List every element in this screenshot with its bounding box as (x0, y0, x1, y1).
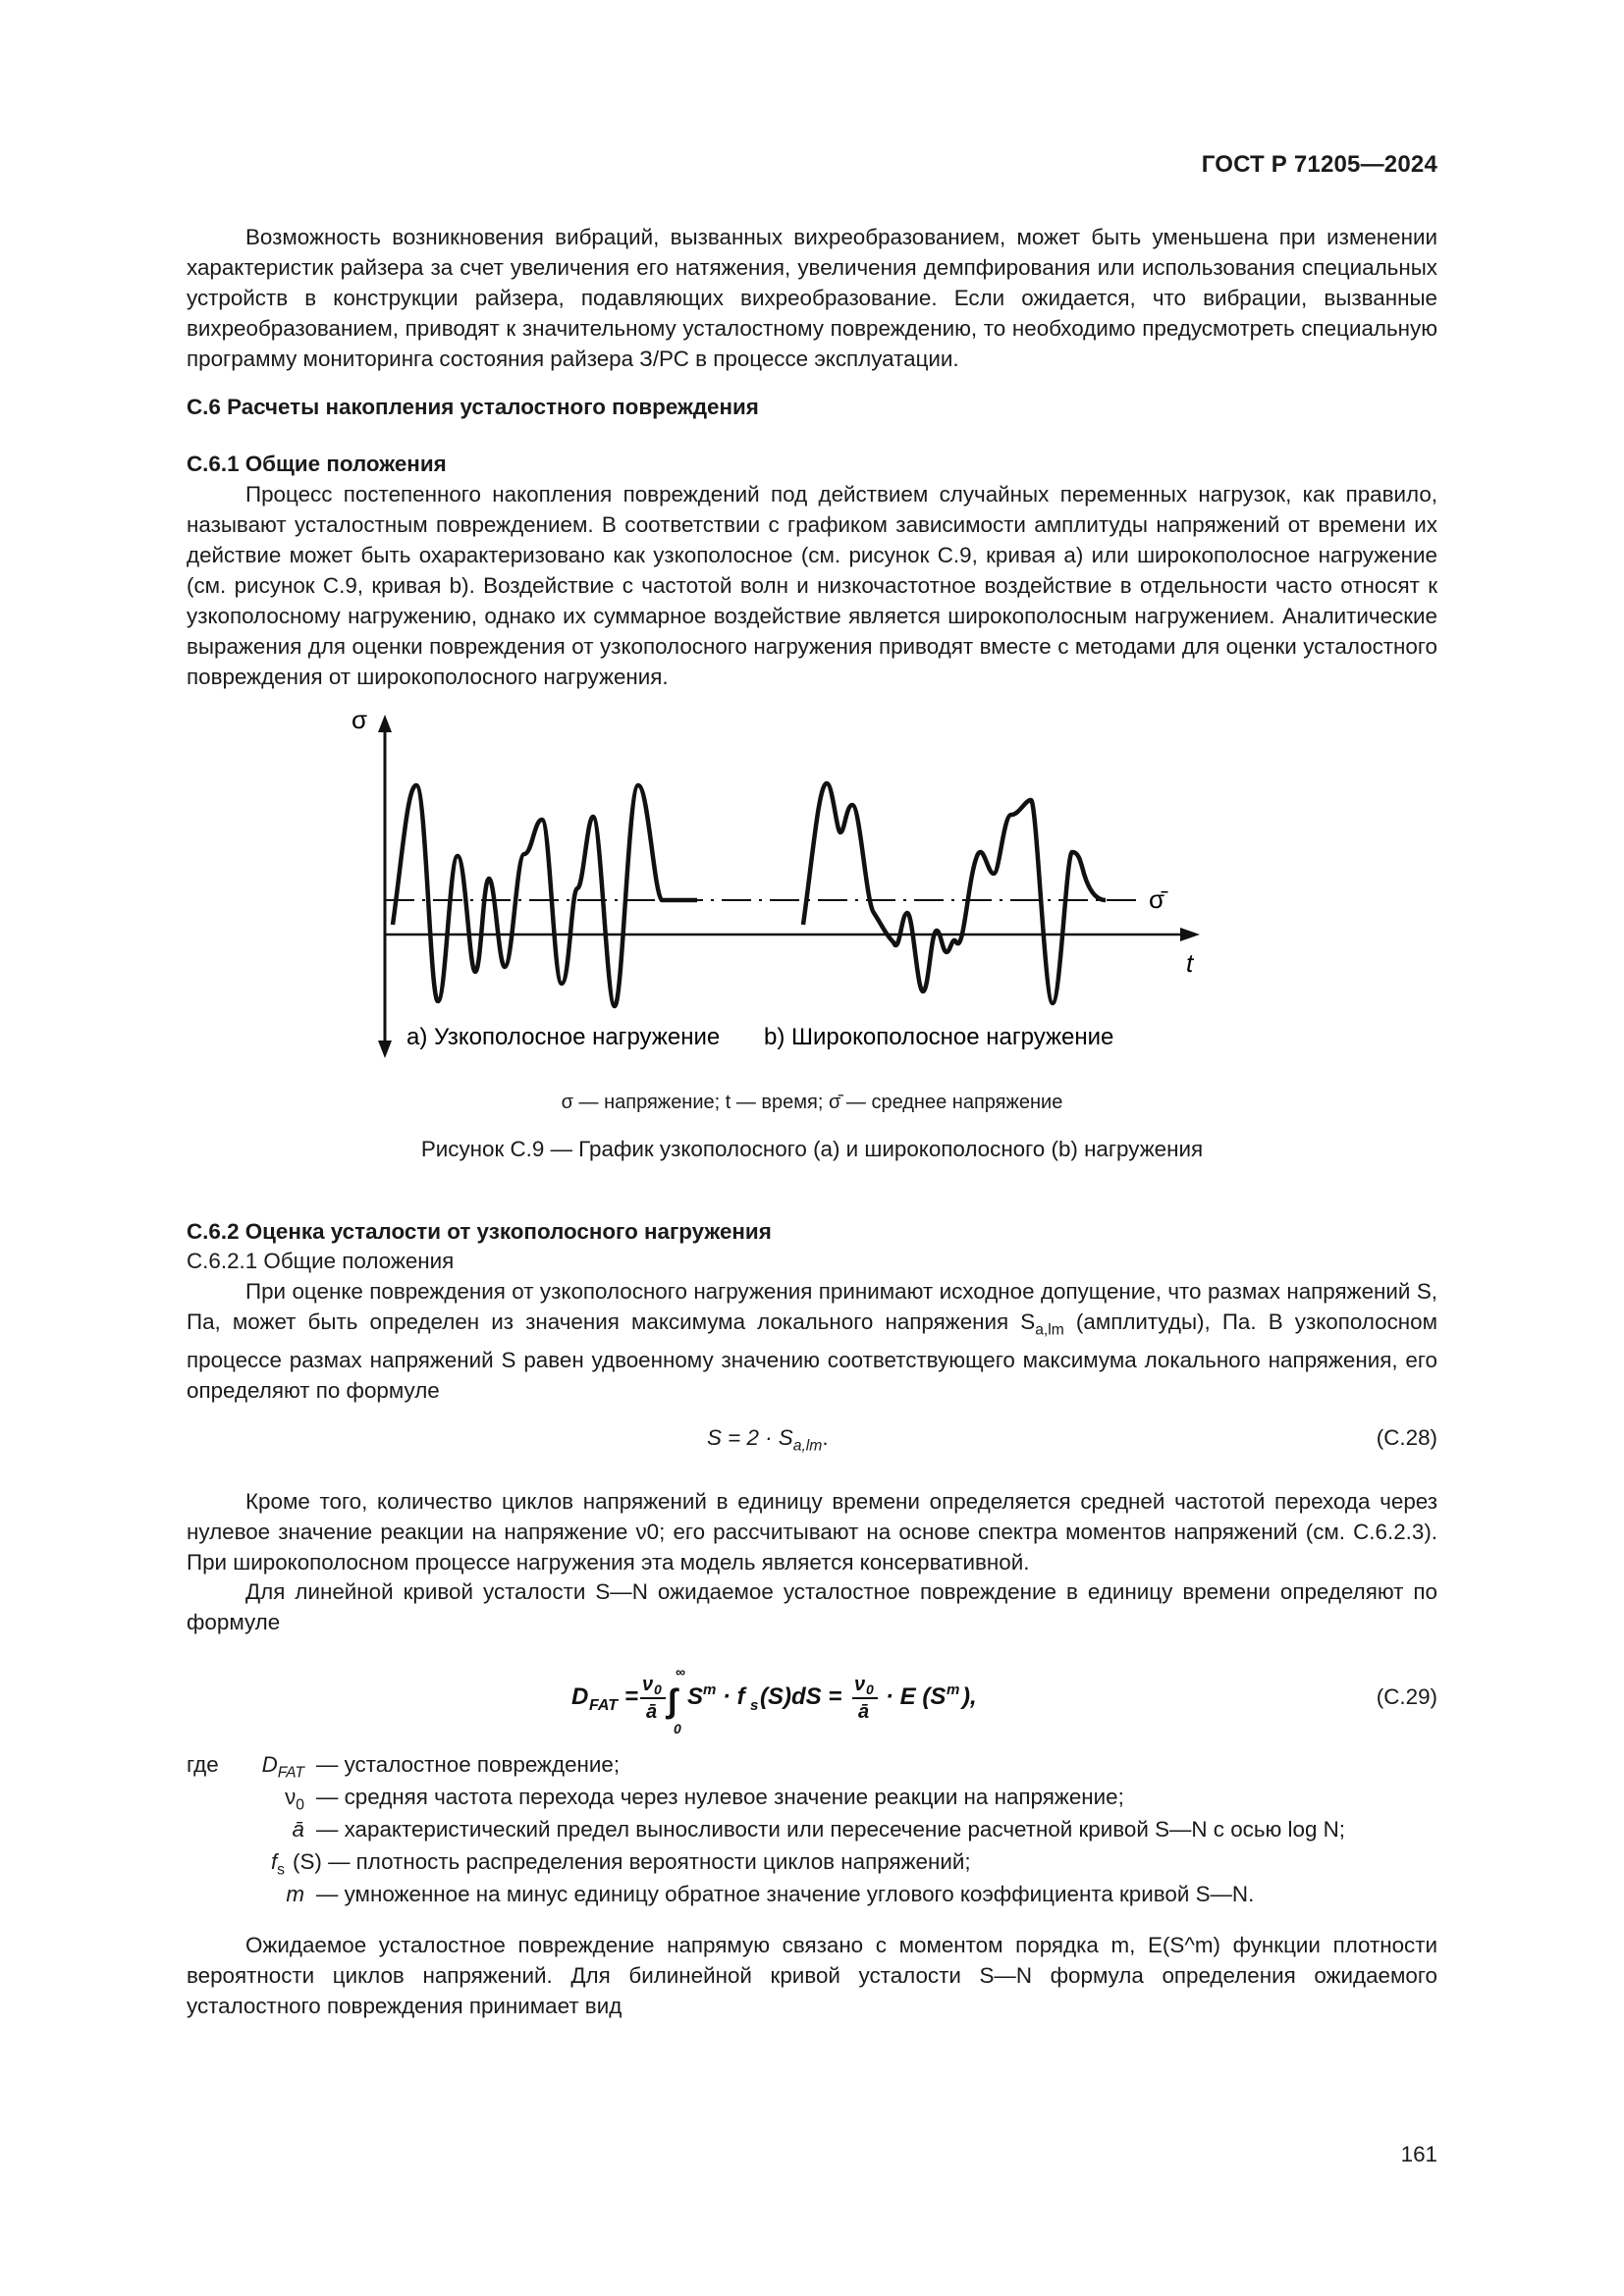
load-graph (344, 707, 1227, 1070)
svg-text:ν: ν (642, 1674, 654, 1695)
svg-text:(S)dS =: (S)dS = (760, 1683, 842, 1710)
equation-number-c29: (С.29) (1376, 1684, 1437, 1709)
svg-text:m: m (703, 1682, 717, 1698)
section-c62-paragraph-3: Для линейной кривой усталости S—N ожидаемое усталостное повреждение в единицу времени определяют по формуле (187, 1579, 1437, 1634)
section-c62-title: С.6.2 Оценка усталости от узкополосного нагружения (187, 1219, 772, 1244)
where-label: где (187, 1752, 219, 1777)
x-axis-label: t (1186, 948, 1194, 978)
formula-c29-graphic (571, 1659, 1082, 1737)
svg-text:· f: · f (723, 1683, 745, 1710)
page-number: 161 (1400, 2142, 1437, 2166)
figure-caption: Рисунок С.9 — График узкополосного (а) и широкополосного (b) нагружения (420, 1137, 1204, 1161)
figure-legend: σ — напряжение; t — время; σ̄ — среднее напряжение (561, 1092, 1063, 1113)
svg-text:0: 0 (674, 1721, 681, 1736)
svg-text:D: D (571, 1683, 589, 1710)
narrowband-curve (393, 785, 697, 1006)
svg-text:ā: ā (646, 1701, 658, 1723)
definitions-list: где $D_{FAT}$ — усталостное повреждение; $\nu_0$ — средняя частота перехода через нулевое значение реакции на напряжение; ā — характеристический предел выносливости или пересечение расчетной кривой S—N с осью log N; $f_s$ (S) — плотность распределения вероятности циклов напряжений; m — умноженное на минус единицу обратное значение углового коэффициента кривой S—N. (187, 1749, 1437, 1916)
label-b: b) Широкополосное нагружение (764, 1024, 1114, 1050)
svg-text:),: ), (962, 1683, 977, 1710)
equation-number-c28: (С.28) (1376, 1425, 1437, 1450)
svg-text:=: = (624, 1683, 639, 1710)
y-axis-label: σ (352, 707, 368, 734)
figure-c9 (344, 707, 1227, 1070)
document-header: ГОСТ Р 71205—2024 (1201, 151, 1437, 178)
section-c62-paragraph-2: Кроме того, количество циклов напряжений в единицу времени определяется средней частотой перехода через нулевое значение реакции на напряжение ν0; его рассчитывают на основе спектра моментов напряжений (см. С.6.2.3). При широкополосном процессе нагружения эта модель является консервативной. (187, 1489, 1437, 1575)
svg-text:0: 0 (866, 1682, 874, 1697)
section-c62-paragraph-1: При оценке повреждения от узкополосного нагружения принимают исходное допущение, что размах напряжений S, Па, может быть определен из значения максимума локального напряжения $S_{a,lm}$ (амплитуды), Па. В узкополосном процессе размах напряжений S равен удвоенному значению соответствующего максимума локального напряжения, его определяют по формуле (187, 1279, 1437, 1404)
label-a: a) Узкополосное нагружение (406, 1024, 721, 1050)
formula-c28: $S = 2 \cdot S_{a,lm}$. (707, 1425, 829, 1455)
svg-text:m: m (947, 1682, 960, 1698)
svg-text:S: S (687, 1683, 704, 1710)
mean-label: σ̄ (1149, 884, 1165, 914)
section-c62-paragraph-4: Ожидаемое усталостное повреждение напрямую связано с моментом порядка m, E(S^m) функции плотности вероятности циклов напряжений. Для билинейной кривой усталости S—N формула определения ожидаемого усталостного повреждения принимает вид (187, 1933, 1437, 2018)
y-axis-arrow-bottom (378, 1041, 392, 1058)
section-c621-title: С.6.2.1 Общие положения (187, 1249, 455, 1273)
formula-c29 (571, 1659, 1082, 1737)
section-c61-title: С.6.1 Общие положения (187, 452, 447, 476)
svg-text:0: 0 (654, 1682, 662, 1697)
sub-alm: a,lm (1035, 1321, 1064, 1339)
svg-text:· E (S: · E (S (886, 1683, 947, 1710)
svg-text:∞: ∞ (676, 1664, 685, 1680)
svg-text:FAT: FAT (589, 1697, 619, 1714)
svg-text:∫: ∫ (668, 1682, 677, 1720)
x-axis-arrow (1180, 928, 1200, 941)
y-axis-arrow (378, 715, 392, 732)
svg-text:ν: ν (854, 1674, 866, 1695)
wideband-curve (803, 783, 1106, 1003)
svg-text:s: s (750, 1697, 759, 1714)
svg-text:ā: ā (858, 1701, 870, 1723)
section-c6-title: С.6 Расчеты накопления усталостного повреждения (187, 395, 759, 419)
intro-paragraph: Возможность возникновения вибраций, вызванных вихреобразованием, может быть уменьшена при изменении характеристик райзера за счет увеличения его натяжения, увеличения демпфирования или использования специальных устройств в конструкции райзера, подавляющих вихреобразование. Если ожидается, что вибрации, вызванные вихреобразованием, приводят к значительному усталостному повреждению, то необходимо предусмотреть специальную программу мониторинга состояния райзера З/РС в процессе эксплуатации. (187, 225, 1437, 371)
section-c61-paragraph: Процесс постепенного накопления повреждений под действием случайных переменных нагрузок, как правило, называют усталостным повреждением. В соответствии с графиком зависимости амплитуды напряжений от времени их действие может быть охарактеризовано как узкополосное (см. рисунок С.9, кривая а) или широкополосное нагружение (см. рисунок С.9, кривая b). Воздействие с частотой волн и низкочастотное воздействие в отдельности часто относят к узкополосному нагружению, однако их суммарное воздействие является широкополосным нагружением. Аналитические выражения для оценки повреждения от узкополосного нагружения приводят вместе с методами для оценки усталостного повреждения от широкополосного нагружения. (187, 482, 1437, 689)
